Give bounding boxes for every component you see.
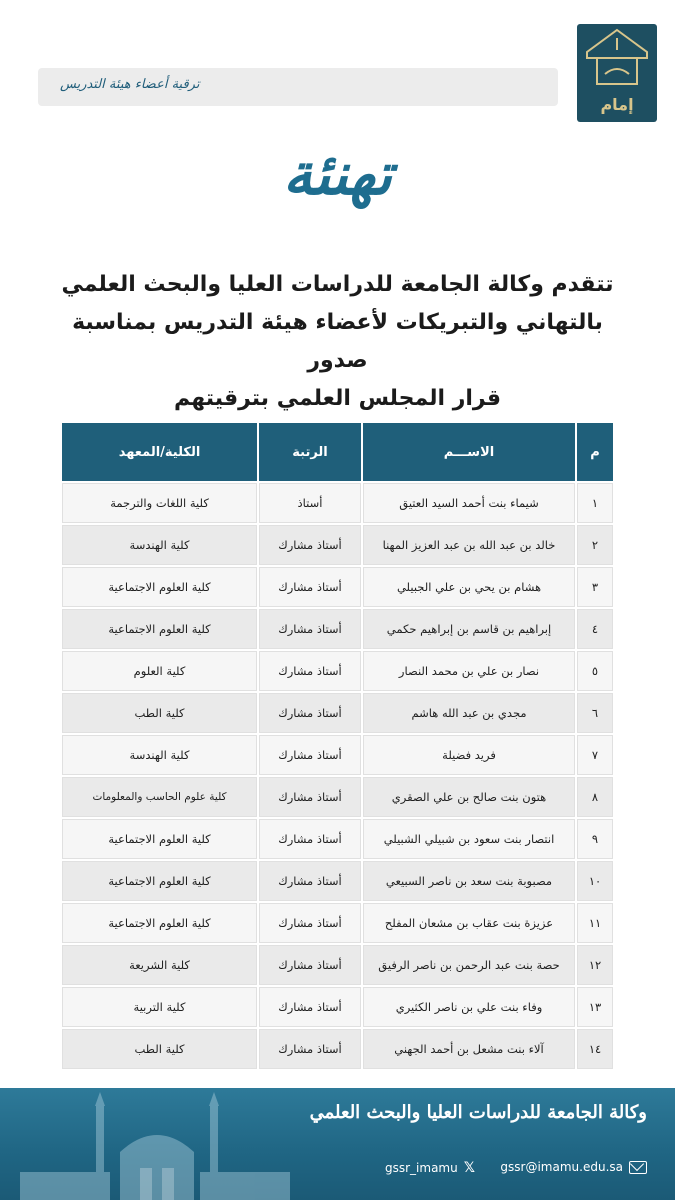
row-rank: أستاذ مشارك bbox=[259, 945, 361, 985]
row-college: كلية الطب bbox=[62, 693, 257, 733]
row-college: كلية العلوم الاجتماعية bbox=[62, 609, 257, 649]
row-name: هشام بن يحي بن علي الجبيلي bbox=[363, 567, 575, 607]
row-num: ١٤ bbox=[577, 1029, 613, 1069]
row-num: ٢ bbox=[577, 525, 613, 565]
row-rank: أستاذ مشارك bbox=[259, 567, 361, 607]
row-name: نصار بن علي بن محمد النصار bbox=[363, 651, 575, 691]
twitter-contact[interactable] bbox=[385, 1160, 475, 1176]
table-header-row bbox=[62, 423, 613, 481]
row-num: ١٢ bbox=[577, 945, 613, 985]
university-logo bbox=[577, 24, 657, 122]
row-num: ٧ bbox=[577, 735, 613, 775]
table-row bbox=[62, 945, 613, 985]
row-college: كلية علوم الحاسب والمعلومات bbox=[62, 777, 257, 817]
table-row bbox=[62, 609, 613, 649]
row-college: كلية الهندسة bbox=[62, 525, 257, 565]
row-num: ١٣ bbox=[577, 987, 613, 1027]
intro-line-2: بالتهاني والتبريكات لأعضاء هيئة التدريس بمناسبة صدور bbox=[72, 310, 603, 373]
header-college: الكلية/المعهد bbox=[62, 423, 257, 481]
promotions-table bbox=[60, 421, 615, 1071]
row-name: خالد بن عبد الله بن عبد العزيز المهنا bbox=[363, 525, 575, 565]
row-name: إبراهيم بن قاسم بن إبراهيم حكمي bbox=[363, 609, 575, 649]
row-college: كلية العلوم bbox=[62, 651, 257, 691]
row-num: ٨ bbox=[577, 777, 613, 817]
row-name: هتون بنت صالح بن علي الصقري bbox=[363, 777, 575, 817]
row-college: كلية التربية bbox=[62, 987, 257, 1027]
row-num: ١ bbox=[577, 483, 613, 523]
row-college: كلية الهندسة bbox=[62, 735, 257, 775]
row-name: عزيزة بنت عقاب بن مشعان المفلح bbox=[363, 903, 575, 943]
row-name: شيماء بنت أحمد السيد العتيق bbox=[363, 483, 575, 523]
row-name: انتصار بنت سعود بن شبيلي الشبيلي bbox=[363, 819, 575, 859]
row-college: كلية العلوم الاجتماعية bbox=[62, 903, 257, 943]
row-rank: أستاذ مشارك bbox=[259, 777, 361, 817]
row-num: ١٠ bbox=[577, 861, 613, 901]
x-logo-icon: 𝕏 bbox=[463, 1160, 475, 1176]
row-num: ٣ bbox=[577, 567, 613, 607]
table-row bbox=[62, 819, 613, 859]
row-name: فريد فضيلة bbox=[363, 735, 575, 775]
footer-title: وكالة الجامعة للدراسات العليا والبحث العلمي bbox=[309, 1102, 647, 1123]
email-text[interactable]: gssr@imamu.edu.sa bbox=[500, 1160, 623, 1174]
row-college: كلية اللغات والترجمة bbox=[62, 483, 257, 523]
row-rank: أستاذ مشارك bbox=[259, 735, 361, 775]
row-rank: أستاذ مشارك bbox=[259, 903, 361, 943]
header-num: م bbox=[577, 423, 613, 481]
table-row bbox=[62, 651, 613, 691]
section-label: ترقية أعضاء هيئة التدريس bbox=[60, 77, 200, 92]
header-rank: الرتبة bbox=[259, 423, 361, 481]
row-num: ٩ bbox=[577, 819, 613, 859]
intro-line-3: قرار المجلس العلمي بترقيتهم bbox=[173, 386, 502, 411]
row-rank: أستاذ مشارك bbox=[259, 987, 361, 1027]
mosque-illustration-icon bbox=[0, 1088, 300, 1200]
row-rank: أستاذ مشارك bbox=[259, 861, 361, 901]
table-row bbox=[62, 735, 613, 775]
row-college: كلية الشريعة bbox=[62, 945, 257, 985]
row-num: ٥ bbox=[577, 651, 613, 691]
page-title: تهنئة bbox=[283, 140, 392, 208]
table-row bbox=[62, 861, 613, 901]
row-rank: أستاذ مشارك bbox=[259, 693, 361, 733]
row-college: كلية العلوم الاجتماعية bbox=[62, 819, 257, 859]
intro-line-1: تتقدم وكالة الجامعة للدراسات العليا والبحث العلمي bbox=[61, 272, 614, 297]
logo-text: إمام bbox=[600, 95, 634, 114]
twitter-handle[interactable]: gssr_imamu bbox=[384, 1161, 458, 1175]
row-college: كلية الطب bbox=[62, 1029, 257, 1069]
table-row bbox=[62, 567, 613, 607]
header-name: الاســـم bbox=[363, 423, 575, 481]
row-rank: أستاذ مشارك bbox=[259, 651, 361, 691]
row-rank: أستاذ مشارك bbox=[259, 819, 361, 859]
row-college: كلية العلوم الاجتماعية bbox=[62, 567, 257, 607]
row-rank: أستاذ مشارك bbox=[259, 525, 361, 565]
row-name: مجدي بن عبد الله هاشم bbox=[363, 693, 575, 733]
row-num: ٦ bbox=[577, 693, 613, 733]
footer-banner bbox=[0, 1088, 675, 1200]
table-row bbox=[62, 987, 613, 1027]
row-name: حصة بنت عبد الرحمن بن ناصر الرفيق bbox=[363, 945, 575, 985]
row-name: مصبوبة بنت سعد بن ناصر السبيعي bbox=[363, 861, 575, 901]
table-row bbox=[62, 525, 613, 565]
table-row bbox=[62, 903, 613, 943]
table-row bbox=[62, 1029, 613, 1069]
intro-text bbox=[40, 266, 635, 418]
row-name: وفاء بنت علي بن ناصر الكثيري bbox=[363, 987, 575, 1027]
row-name: آلاء بنت مشعل بن أحمد الجهني bbox=[363, 1029, 575, 1069]
table-row bbox=[62, 777, 613, 817]
row-rank: أستاذ bbox=[259, 483, 361, 523]
mail-icon bbox=[629, 1161, 647, 1174]
row-rank: أستاذ مشارك bbox=[259, 609, 361, 649]
table-row bbox=[62, 483, 613, 523]
email-contact[interactable] bbox=[500, 1160, 647, 1174]
row-num: ٤ bbox=[577, 609, 613, 649]
row-rank: أستاذ مشارك bbox=[259, 1029, 361, 1069]
table-row bbox=[62, 693, 613, 733]
row-college: كلية العلوم الاجتماعية bbox=[62, 861, 257, 901]
row-num: ١١ bbox=[577, 903, 613, 943]
